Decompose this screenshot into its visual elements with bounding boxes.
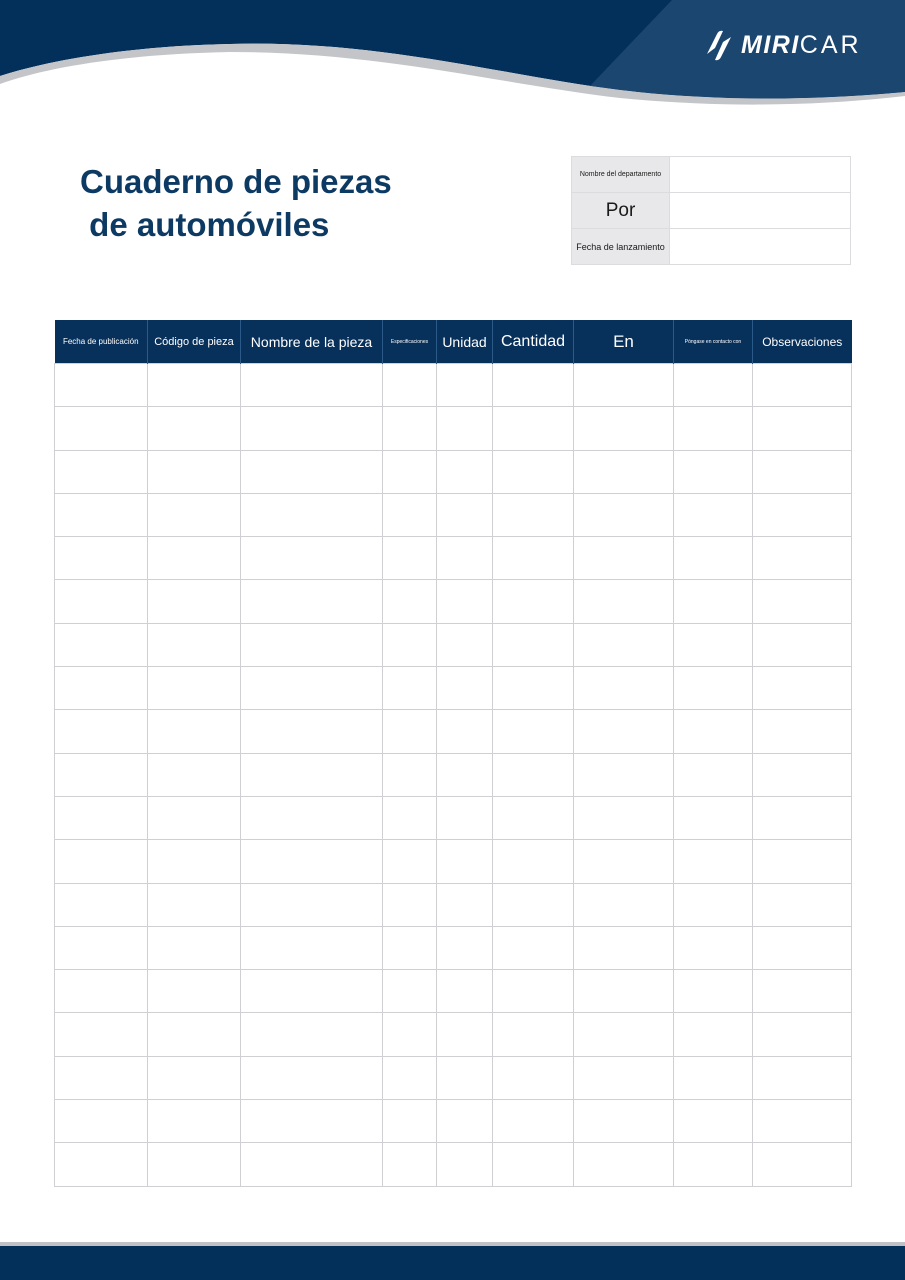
table-cell[interactable] [674,1143,753,1186]
table-cell[interactable] [753,883,852,926]
table-cell[interactable] [148,1143,241,1186]
table-cell[interactable] [574,1056,674,1099]
table-cell[interactable] [55,753,148,796]
table-cell[interactable] [148,796,241,839]
table-cell[interactable] [493,970,574,1013]
table-cell[interactable] [437,753,493,796]
table-cell[interactable] [383,407,437,450]
table-cell[interactable] [437,1013,493,1056]
table-row [55,1013,852,1056]
table-cell[interactable] [493,1013,574,1056]
column-header: Nombre de la pieza [241,320,383,364]
table-cell[interactable] [753,970,852,1013]
table-cell[interactable] [574,623,674,666]
table-cell[interactable] [437,493,493,536]
table-cell[interactable] [148,1013,241,1056]
column-header: En [574,320,674,364]
table-cell[interactable] [55,667,148,710]
miricar-logo-icon [703,28,735,62]
table-cell[interactable] [55,493,148,536]
release-date-field[interactable] [670,229,851,265]
table-cell[interactable] [383,1143,437,1186]
table-cell[interactable] [55,1056,148,1099]
table-cell[interactable] [241,926,383,969]
table-cell[interactable] [383,753,437,796]
table-row [55,796,852,839]
table-row [55,926,852,969]
table-cell[interactable] [574,407,674,450]
table-cell[interactable] [148,667,241,710]
table-cell[interactable] [437,364,493,407]
table-cell[interactable] [241,753,383,796]
table-cell[interactable] [753,796,852,839]
column-header: Póngase en contacto con [674,320,753,364]
column-header: Código de pieza [148,320,241,364]
table-cell[interactable] [383,1100,437,1143]
table-cell[interactable] [493,1143,574,1186]
table-cell[interactable] [148,450,241,493]
table-cell[interactable] [241,1100,383,1143]
table-cell[interactable] [574,926,674,969]
info-row-release-date [572,229,851,265]
table-cell[interactable] [493,364,574,407]
table-cell[interactable] [55,364,148,407]
table-cell[interactable] [437,970,493,1013]
table-cell[interactable] [674,796,753,839]
table-cell[interactable] [383,796,437,839]
table-cell[interactable] [437,623,493,666]
table-cell[interactable] [574,537,674,580]
author-field[interactable] [670,193,851,229]
table-row [55,1100,852,1143]
table-row [55,450,852,493]
table-cell[interactable] [55,970,148,1013]
table-cell[interactable] [148,926,241,969]
parts-table [54,320,852,1187]
table-header-row [55,320,852,364]
table-cell[interactable] [493,450,574,493]
table-cell[interactable] [674,840,753,883]
table-cell[interactable] [383,840,437,883]
table-cell[interactable] [674,407,753,450]
table-row [55,667,852,710]
table-cell[interactable] [148,580,241,623]
table-cell[interactable] [493,840,574,883]
table-cell[interactable] [148,753,241,796]
table-cell[interactable] [241,667,383,710]
table-cell[interactable] [383,537,437,580]
table-cell[interactable] [493,796,574,839]
table-cell[interactable] [241,796,383,839]
table-row [55,537,852,580]
table-cell[interactable] [437,926,493,969]
table-cell[interactable] [753,1100,852,1143]
table-cell[interactable] [241,450,383,493]
table-cell[interactable] [383,450,437,493]
table-cell[interactable] [574,1013,674,1056]
table-cell[interactable] [574,753,674,796]
table-cell[interactable] [383,493,437,536]
table-cell[interactable] [437,667,493,710]
table-cell[interactable] [241,1013,383,1056]
table-cell[interactable] [574,580,674,623]
table-cell[interactable] [674,753,753,796]
table-cell[interactable] [241,840,383,883]
table-cell[interactable] [674,1100,753,1143]
table-cell[interactable] [55,537,148,580]
table-cell[interactable] [437,407,493,450]
table-cell[interactable] [241,364,383,407]
table-cell[interactable] [674,710,753,753]
table-cell[interactable] [55,883,148,926]
table-cell[interactable] [383,364,437,407]
table-cell[interactable] [493,623,574,666]
table-cell[interactable] [493,1100,574,1143]
table-cell[interactable] [383,926,437,969]
table-cell[interactable] [55,710,148,753]
page-title: Cuaderno de piezas de automóviles [80,163,392,243]
info-box [571,156,851,265]
table-row [55,407,852,450]
table-cell[interactable] [241,537,383,580]
table-cell[interactable] [55,926,148,969]
table-cell[interactable] [148,623,241,666]
table-cell[interactable] [753,1056,852,1099]
table-cell[interactable] [437,840,493,883]
table-cell[interactable] [674,667,753,710]
table-cell[interactable] [437,1056,493,1099]
department-field[interactable] [670,157,851,193]
table-cell[interactable] [437,883,493,926]
table-cell[interactable] [753,710,852,753]
table-cell[interactable] [493,1056,574,1099]
table-cell[interactable] [493,580,574,623]
table-cell[interactable] [493,753,574,796]
column-header: Unidad [437,320,493,364]
table-cell[interactable] [674,883,753,926]
release-date-label: Fecha de lanzamiento [572,229,670,265]
table-row [55,364,852,407]
table-cell[interactable] [674,493,753,536]
table-cell[interactable] [55,580,148,623]
column-header: Fecha de publicación [55,320,148,364]
table-row [55,710,852,753]
table-cell[interactable] [383,710,437,753]
table-row [55,1056,852,1099]
table-cell[interactable] [674,364,753,407]
table-cell[interactable] [55,1100,148,1143]
table-cell[interactable] [241,407,383,450]
table-cell[interactable] [674,1013,753,1056]
column-header: Observaciones [753,320,852,364]
table-cell[interactable] [574,1100,674,1143]
department-label: Nombre del departamento [572,157,670,193]
table-cell[interactable] [674,580,753,623]
table-cell[interactable] [753,753,852,796]
table-cell[interactable] [383,1013,437,1056]
table-cell[interactable] [574,450,674,493]
table-cell[interactable] [493,926,574,969]
table-cell[interactable] [241,883,383,926]
table-cell[interactable] [493,710,574,753]
table-row [55,970,852,1013]
table-cell[interactable] [55,407,148,450]
table-cell[interactable] [437,710,493,753]
table-row [55,1143,852,1186]
table-cell[interactable] [493,493,574,536]
table-cell[interactable] [383,1056,437,1099]
table-cell[interactable] [574,710,674,753]
table-cell[interactable] [148,537,241,580]
table-cell[interactable] [574,667,674,710]
table-cell[interactable] [574,970,674,1013]
table-cell[interactable] [383,623,437,666]
table-cell[interactable] [493,667,574,710]
table-cell[interactable] [241,580,383,623]
table-cell[interactable] [437,580,493,623]
table-row [55,883,852,926]
table-cell[interactable] [437,796,493,839]
table-cell[interactable] [148,1056,241,1099]
table-cell[interactable] [148,364,241,407]
table-cell[interactable] [437,1100,493,1143]
table-cell[interactable] [753,1143,852,1186]
info-row-author [572,193,851,229]
table-cell[interactable] [493,883,574,926]
table-cell[interactable] [574,493,674,536]
table-cell[interactable] [753,667,852,710]
table-cell[interactable] [383,667,437,710]
table-cell[interactable] [148,1100,241,1143]
table-cell[interactable] [674,450,753,493]
table-cell[interactable] [753,407,852,450]
table-cell[interactable] [574,1143,674,1186]
table-cell[interactable] [55,623,148,666]
table-cell[interactable] [437,537,493,580]
table-cell[interactable] [383,883,437,926]
table-cell[interactable] [148,407,241,450]
table-cell[interactable] [148,883,241,926]
table-cell[interactable] [674,1056,753,1099]
table-cell[interactable] [753,493,852,536]
table-cell[interactable] [753,537,852,580]
table-row [55,840,852,883]
brand-wordmark: MIRICAR [741,30,862,59]
table-cell[interactable] [574,796,674,839]
table-row [55,493,852,536]
table-cell[interactable] [148,970,241,1013]
table-cell[interactable] [437,450,493,493]
table-cell[interactable] [437,1143,493,1186]
table-cell[interactable] [574,364,674,407]
table-cell[interactable] [674,970,753,1013]
table-cell[interactable] [241,623,383,666]
table-cell[interactable] [493,407,574,450]
table-row [55,623,852,666]
column-header: Especificaciones [383,320,437,364]
table-cell[interactable] [148,493,241,536]
table-cell[interactable] [241,1143,383,1186]
table-row [55,580,852,623]
table-cell[interactable] [55,840,148,883]
table-cell[interactable] [55,1143,148,1186]
info-row-department [572,157,851,193]
table-cell[interactable] [753,623,852,666]
table-cell[interactable] [241,970,383,1013]
table-cell[interactable] [55,1013,148,1056]
table-cell[interactable] [574,840,674,883]
table-cell[interactable] [753,450,852,493]
table-cell[interactable] [55,450,148,493]
table-cell[interactable] [241,493,383,536]
table-cell[interactable] [674,926,753,969]
table-cell[interactable] [148,840,241,883]
author-label: Por [572,193,670,229]
table-cell[interactable] [241,1056,383,1099]
column-header: Cantidad [493,320,574,364]
table-cell[interactable] [674,537,753,580]
footer-bar [0,1246,905,1280]
table-cell[interactable] [383,580,437,623]
table-cell[interactable] [753,364,852,407]
table-cell[interactable] [753,840,852,883]
table-cell[interactable] [753,580,852,623]
table-cell[interactable] [241,710,383,753]
table-cell[interactable] [383,970,437,1013]
table-cell[interactable] [493,537,574,580]
table-cell[interactable] [753,926,852,969]
table-cell[interactable] [753,1013,852,1056]
table-cell[interactable] [574,883,674,926]
table-cell[interactable] [674,623,753,666]
brand-logo [703,28,862,62]
table-cell[interactable] [148,710,241,753]
table-cell[interactable] [55,796,148,839]
table-row [55,753,852,796]
